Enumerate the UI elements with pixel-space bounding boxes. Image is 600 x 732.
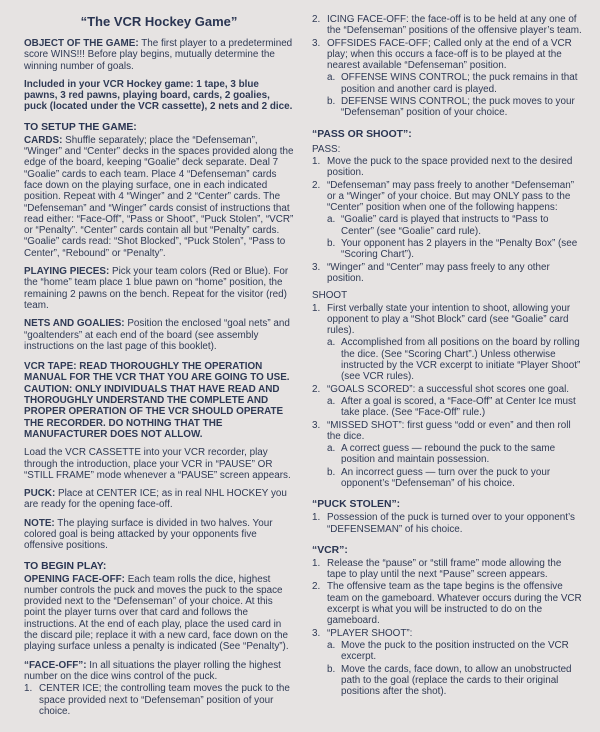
included-paragraph: Included in your VCR Hockey game: 1 tape, 3 blue pawns, 3 red pawns, playing board, cards, 2 goalies, puck (located under the VCR cassette), 2 nets and 2 dice. [24,78,293,113]
list-item [312,628,582,698]
faceoff-list-continued [312,14,582,119]
vcr-list [312,558,582,698]
sub-list [327,337,582,382]
item-number: b. [327,663,336,675]
sub-list [327,396,582,419]
item-text: The offensive team as the tape begins is the offensive team on the gameboard. Whatever occurs during the VCR excerpt is what you will be instructed to do on the gameboard. [327,581,582,627]
note-heading: NOTE: [24,517,55,529]
sub-list [327,640,582,697]
item-text: Move the puck to the space provided next to the desired position. [327,155,573,179]
puck-stolen-heading: “PUCK STOLEN”: [312,499,401,511]
item-text: “PLAYER SHOOT”: [327,627,413,639]
nets-text: Position the enclosed “goal nets” and “goaltenders” at each end of the board (see assembly instructions on the last page of this booklet). [24,318,290,352]
faceoff-paragraph [24,660,294,683]
list-item [312,156,582,179]
sub-list-item [327,96,582,119]
item-number: a. [327,395,336,407]
item-text: ICING FACE-OFF: the face-off is to be held at any one of the “Defenseman” positions of the offensive player’s team. [327,14,582,37]
object-paragraph [24,38,294,72]
sub-list-item [327,396,582,419]
vcr-heading: “VCR”: [312,544,348,556]
cards-paragraph [24,135,294,259]
sub-list [327,214,582,260]
item-number: 3. [312,261,321,273]
item-number: 1. [312,557,321,569]
item-number: a. [327,214,336,226]
page-title: “The VCR Hockey Game” [80,14,238,29]
item-text: DEFENSE WINS CONTROL; the puck moves to your “Defenseman” position of your choice. [341,96,575,119]
sub-list-item [327,238,582,261]
item-number: 2. [312,383,321,395]
sub-list [327,72,582,118]
item-text: CENTER ICE; the controlling team moves the puck to the space provided next to “Defenseman” position of your choice. [39,683,290,717]
cards-text: Shuffle separately; place the “Defenseman”, “Winger” and “Center” decks in the spaces provided along the edge of the board, keeping “Goalie” deck separate. Deal 7 “Goalie” cards to each team. Place 4 “Defenseman” cards face down on the playing surface, one in each indicated position. Repeat with 4 “Winger” and 2 “Center” cards. The “Defenseman” and “Winger” cards consist of instructions that read either: “Face-Off”, “Pass or Shoot”, “Puck Stolen”, “VCR” or “Penalty”. “Center” cards contain all but “Penalty” cards. “Goalie” cards read: “Shot Blocked”, “Puck Stolen”, “Pass to Center”, “Rebound” or “Penalty”. [24,134,294,259]
item-number: 3. [312,37,321,49]
faceoff-heading: “FACE-OFF”: [24,659,87,671]
note-text: The playing surface is divided in two halves. Your colored goal is being attacked by your opponents five offensive positions. [24,517,273,552]
faceoff-text: In all situations the player rolling the highest number on the dice wins control of the puck. [24,659,281,682]
item-text: OFFENSE WINS CONTROL; the puck remains in that position and another card is played. [341,72,578,95]
item-text: OFFSIDES FACE-OFF; Called only at the end of a VCR play; when this occurs a face-off is to be played at the nearest available “Defenseman” position. [327,37,572,72]
item-text: “Defenseman” may pass freely to another “Defenseman” or a “Winger” of your choice. But may ONLY pass to the “Center” position when one of the following happens: [327,179,574,214]
list-item [312,581,582,626]
item-text: “MISSED SHOT”: first guess “odd or even” and then roll the dice. [327,419,571,442]
item-number: 3. [312,419,321,431]
pieces-paragraph [24,266,294,311]
object-text: The first player to a predetermined score WINS!!! Before play begins, mutually determine the winning number of goals. [24,38,293,72]
item-number: a. [327,337,336,349]
item-number: 2. [312,179,321,191]
sub-list-item [327,664,582,698]
pass-or-shoot-heading: “PASS OR SHOOT”: [312,128,412,140]
item-number: 1. [312,302,321,314]
sub-list-item [327,443,582,466]
opening-heading: OPENING FACE-OFF: [24,573,125,585]
list-item [312,512,582,535]
item-text: Accomplished from all positions on the board by rolling the dice. (See “Scoring Chart”.) Unless otherwise instructed by the VCR excerpt to initiate “Player Shoot” (see VCR rules). [341,337,581,383]
item-number: a. [327,639,336,651]
pass-list [312,156,582,284]
sub-list-item [327,337,582,382]
item-number: 2. [312,14,321,25]
item-text: After a goal is scored, a “Face-Off” at Center Ice must take place. (See “Face-Off” rule.) [341,395,576,419]
shoot-list [312,303,582,490]
shoot-label: SHOOT [312,290,348,302]
item-number: a. [327,72,336,84]
object-heading: OBJECT OF THE GAME: [24,38,139,49]
pass-label: PASS: [312,143,341,155]
list-item [312,420,582,490]
item-number: 1. [312,155,321,167]
nets-heading: NETS AND GOALIES: [24,318,125,330]
item-text: Your opponent has 2 players in the “Penalty Box” (see “Scoring Chart”). [341,238,578,261]
puck-stolen-list [312,512,582,535]
item-text: An incorrect guess — turn over the puck to your opponent’s “Defenseman” of his choice. [341,466,551,489]
item-text: Release the “pause” or “still frame” mode allowing the tape to play until the next “Pause” screen appears. [327,557,562,581]
item-number: b. [327,96,336,108]
sub-list-item [327,214,582,237]
item-text: A correct guess — rebound the puck to the same position and maintain possession. [341,443,556,466]
item-number: 3. [312,627,321,639]
item-number: 1. [24,683,33,695]
puck-paragraph [24,488,294,511]
list-item [312,38,582,119]
opening-text: Each team rolls the dice, highest number controls the puck and moves the puck to the space provided next to the “Defenseman” of your choice. At this point the player turns over that card and follows the instructions. At the end of each play, place the used card in the discard pile; replace it with a new card, face down on the playing surface unless a penalty is indicated (See “Penalty”). [24,573,289,653]
load-paragraph: Load the VCR CASSETTE into your VCR recorder, play through the introduction, place your VCR in “PAUSE” OR “STILL FRAME” mode whenever a “PAUSE” screen appears. [24,447,291,481]
list-item [24,683,294,717]
list-item [312,262,582,285]
opening-paragraph [24,574,294,653]
left-column [24,0,294,723]
item-number: a. [327,443,336,455]
item-text: Move the puck to the position instructed on the VCR excerpt. [341,639,569,663]
sub-list-item [327,467,582,490]
pieces-text: Pick your team colors (Red or Blue). For the “home” team place 1 blue pawn on “home” position, the remaining 2 pawns on the bench. Repeat for the visitor (red) team. [24,266,289,311]
list-item [312,180,582,261]
note-paragraph [24,518,294,552]
sub-list-item [327,72,582,95]
begin-heading: TO BEGIN PLAY: [24,560,107,572]
cards-heading: CARDS: [24,134,63,146]
item-text: “GOALS SCORED”: a successful shot scores one goal. [327,383,570,395]
sub-list [327,443,582,489]
sub-list-item [327,640,582,663]
nets-paragraph [24,318,294,352]
item-text: Possession of the puck is turned over to your opponent’s “DEFENSEMAN” of his choice. [327,512,575,535]
setup-heading: TO SETUP THE GAME: [24,121,137,133]
list-item [312,14,582,37]
puck-heading: PUCK: [24,488,56,500]
faceoff-list [24,683,294,717]
item-number: b. [327,466,336,478]
list-item [312,384,582,419]
puck-text: Place at CENTER ICE; as in real NHL HOCKEY you are ready for the opening face-off. [24,488,287,511]
item-text: “Winger” and “Center” may pass freely to any other position. [327,261,550,284]
item-number: 2. [312,581,321,593]
pieces-heading: PLAYING PIECES: [24,266,110,278]
list-item [312,303,582,383]
item-number: 1. [312,512,321,524]
list-item [312,558,582,581]
item-text: Move the cards, face down, to allow an unobstructed path to the goal (replace the cards to their original positions after the shot). [341,663,572,698]
vcr-tape-warning: VCR TAPE: READ THOROUGHLY THE OPERATION MANUAL FOR THE VCR THAT YOU ARE GOING TO USE. CAUTION: ONLY INDIVIDUALS THAT HAVE READ AND THOROUGHLY UNDERSTAND THE COMPLETE AND PROPER OPERATION OF THE VCR SHOULD OPERATE THE RECORDER. DO NOTHING THAT THE MANUFACTURER DOES NOT ALLOW. [24,361,290,440]
item-number: b. [327,238,336,250]
item-text: First verbally state your intention to shoot, allowing your opponent to play a “Shot Block” card (see “Goalie” card rules). [327,302,571,337]
right-column [312,14,582,703]
item-text: “Goalie” card is played that instructs to “Pass to Center” (see “Goalie” card rule). [341,214,549,237]
